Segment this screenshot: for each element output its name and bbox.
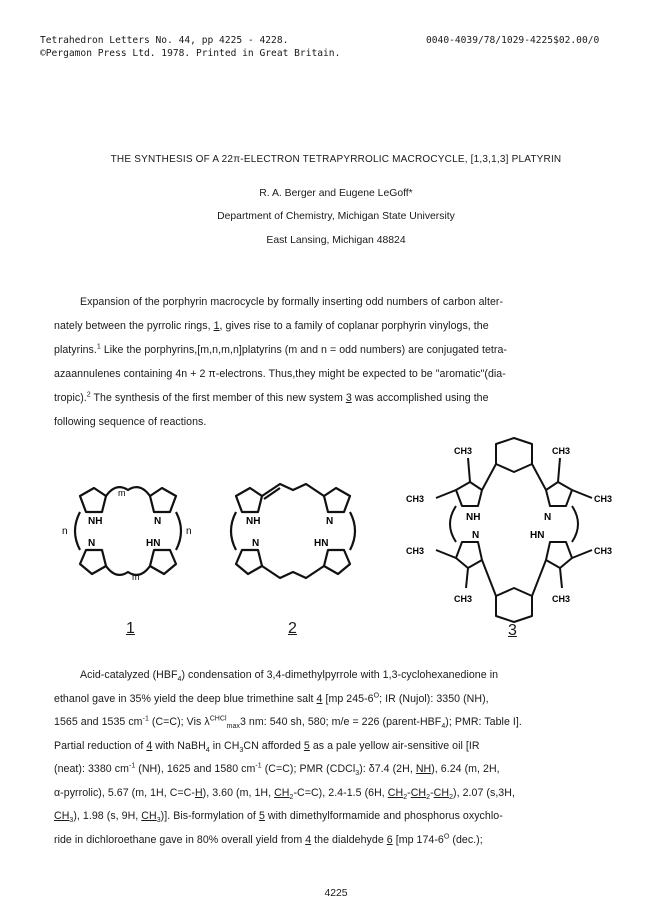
intro-text: platyrins.	[54, 344, 97, 356]
subscript: 4	[205, 746, 210, 754]
body-text: ), 1.98 (s, 9H,	[73, 810, 142, 822]
intro-text: tropic).	[54, 392, 87, 404]
hn-label: HN	[530, 530, 545, 541]
intro-text: nately between the pyrrolic rings,	[54, 320, 214, 332]
body-text: CH	[433, 786, 450, 799]
subscript-m-top: m	[118, 488, 126, 498]
article-code: 0040-4039/78/1029-4225$02.00/0	[426, 35, 600, 46]
body-text: ): δ7.4 (2H,	[359, 763, 416, 775]
copyright-line: ©Pergamon Press Ltd. 1978. Printed in Great Britain.	[40, 48, 341, 59]
body-text: ) condensation of 3,4-dimethylpyrrole with 1,3-cyclohexanedione in	[181, 669, 499, 681]
subscript: 2	[449, 793, 454, 801]
affiliation: Department of Chemistry, Michigan State University	[217, 211, 455, 222]
intro-text: was accomplished using the	[351, 392, 489, 404]
superscript: -1	[142, 715, 149, 723]
nh-label: NH	[466, 512, 481, 523]
methyl-label: CH3	[594, 494, 613, 504]
body-text: -C=C), 2.4-1.5 (6H,	[293, 786, 388, 799]
structure-3-label: 3	[508, 622, 517, 639]
body-text: 3	[239, 716, 246, 728]
body-text: in CH	[209, 739, 240, 752]
n-label: N	[252, 538, 260, 549]
body-text: NH	[415, 763, 432, 775]
body-text: CH	[54, 810, 70, 822]
n-label: N	[88, 538, 96, 549]
structure-1-diagram	[58, 468, 198, 598]
subscript: 2	[426, 793, 431, 801]
body-text: ; IR (Nujol): 3350 (NH),	[379, 692, 489, 705]
hn-label: HN	[314, 538, 329, 549]
n-label: N	[154, 516, 162, 527]
paper-title: THE SYNTHESIS OF A 22π-ELECTRON TETRAPYRROLIC MACROCYCLE, [1,3,1,3] PLATYRIN	[110, 154, 562, 165]
methyl-label: CH3	[406, 494, 425, 504]
body-text: ), 6.24 (m, 2H,	[431, 763, 500, 775]
structure-2-diagram	[218, 470, 368, 595]
subscript: max	[226, 723, 240, 731]
subscript: 3	[239, 746, 244, 754]
body-text: (C=C); PMR (CDCl	[261, 763, 356, 775]
superscript: CHCl	[209, 715, 227, 723]
subscript-n-right: n	[186, 526, 192, 537]
body-text: α-pyrrolic), 5.67 (m, 1H, C=C-	[54, 786, 195, 799]
methyl-label: CH3	[552, 594, 571, 604]
body-text: -	[430, 786, 434, 799]
body-text: CH	[274, 786, 290, 799]
subscript-n-left: n	[62, 526, 68, 537]
subscript-m-bottom: m	[132, 572, 140, 582]
subscript: 3	[69, 817, 74, 825]
superscript: O	[443, 832, 450, 840]
body-text: H	[194, 786, 203, 799]
body-text: ethanol gave in 35% yield the deep blue trimethine salt	[54, 692, 317, 705]
authors: R. A. Berger and Eugene LeGoff*	[259, 188, 413, 199]
body-text: CH	[141, 810, 157, 822]
body-text: [mp 174-6	[392, 833, 444, 846]
nh-label: NH	[88, 516, 103, 527]
nh-label: NH	[246, 516, 261, 527]
intro-text: azaannulenes containing 4n + 2 π-electrons. Thus,they might be expected to be "aromatic"(dia-	[54, 368, 506, 380]
body-text: (dec.);	[449, 833, 483, 846]
superscript: -1	[128, 762, 136, 770]
compound-ref: 5	[258, 810, 265, 822]
intro-text: following sequence of reactions.	[54, 416, 207, 428]
compound-ref: 4	[146, 739, 153, 752]
body-text: ride in dichloroethane gave in 80% overall yield from	[54, 833, 306, 846]
intro-text: , gives rise to a family of coplanar porphyrin vinylogs, the	[219, 320, 489, 332]
compound-ref: 4	[305, 833, 312, 846]
subscript: 4	[441, 723, 446, 731]
body-text: [mp 245-6	[322, 692, 374, 705]
body-text: ), 3.60 (m, 1H,	[202, 786, 275, 799]
body-text: -	[407, 786, 411, 799]
intro-text: Like the porphyrins,[m,n,m,n]platyrins (m and n = odd numbers) are conjugated tetra-	[100, 344, 507, 356]
n-label: N	[544, 512, 552, 523]
structure-1-label: 1	[126, 620, 135, 637]
body-text: 1565 and 1535 cm	[54, 716, 143, 728]
superscript: O	[373, 691, 380, 699]
body-text: CN afforded	[243, 739, 304, 752]
body-text: (neat): 3380 cm	[54, 763, 129, 775]
compound-ref: 4	[316, 692, 323, 705]
body-text: Partial reduction of	[54, 739, 147, 752]
subscript: 3	[355, 770, 360, 778]
body-text: the dialdehyde	[311, 833, 387, 846]
body-text: CH	[387, 786, 404, 799]
footnote-ref: 2	[86, 391, 91, 399]
journal-citation: Tetrahedron Letters No. 44, pp 4225 - 4228.	[40, 35, 289, 46]
body-text: with NaBH	[152, 739, 206, 752]
body-text: ), 2.07 (s,3H,	[453, 786, 515, 799]
body-text: as a pale yellow air-sensitive oil [IR	[309, 739, 480, 752]
superscript: -1	[255, 762, 262, 770]
n-label: N	[326, 516, 334, 527]
body-text: CH	[410, 786, 427, 799]
methyl-label: CH3	[594, 546, 613, 556]
intro-paragraph	[54, 290, 634, 434]
intro-text: The synthesis of the first member of this new system	[90, 392, 346, 404]
intro-line: Expansion of the porphyrin macrocycle by formally inserting odd numbers of carbon alter-	[80, 296, 504, 308]
subscript: 2	[403, 793, 408, 801]
subscript: 3	[156, 817, 161, 825]
experimental-paragraph	[54, 664, 634, 852]
address: East Lansing, Michigan 48824	[266, 235, 406, 246]
structure-3-diagram	[400, 436, 625, 626]
footnote-ref: 1	[96, 343, 101, 351]
compound-ref: 1	[213, 320, 220, 332]
hn-label: HN	[146, 538, 161, 549]
body-text: (C=C); Vis λ	[148, 716, 210, 728]
methyl-label: CH3	[552, 446, 571, 456]
compound-ref: 6	[386, 833, 393, 846]
n-label: N	[472, 530, 480, 541]
structure-2-label: 2	[288, 620, 297, 637]
subscript: 4	[177, 676, 182, 684]
methyl-label: CH3	[454, 446, 473, 456]
subscript: 2	[289, 793, 294, 801]
body-text: ); PMR: Table I].	[445, 716, 522, 728]
body-text: nm: 540 sh, 580; m/e = 226 (parent-HBF	[245, 716, 442, 728]
body-text: (NH), 1625 and 1580 cm	[135, 763, 256, 775]
body-text: with dimethylformamide and phosphorus oxychlo-	[264, 810, 503, 822]
body-text: Acid-catalyzed (HBF	[80, 669, 178, 681]
compound-ref: 5	[303, 739, 310, 752]
methyl-label: CH3	[454, 594, 473, 604]
methyl-label: CH3	[406, 546, 425, 556]
body-text: )]. Bis-formylation of	[160, 810, 259, 822]
page-number: 4225	[324, 888, 348, 899]
compound-ref: 3	[345, 392, 352, 404]
